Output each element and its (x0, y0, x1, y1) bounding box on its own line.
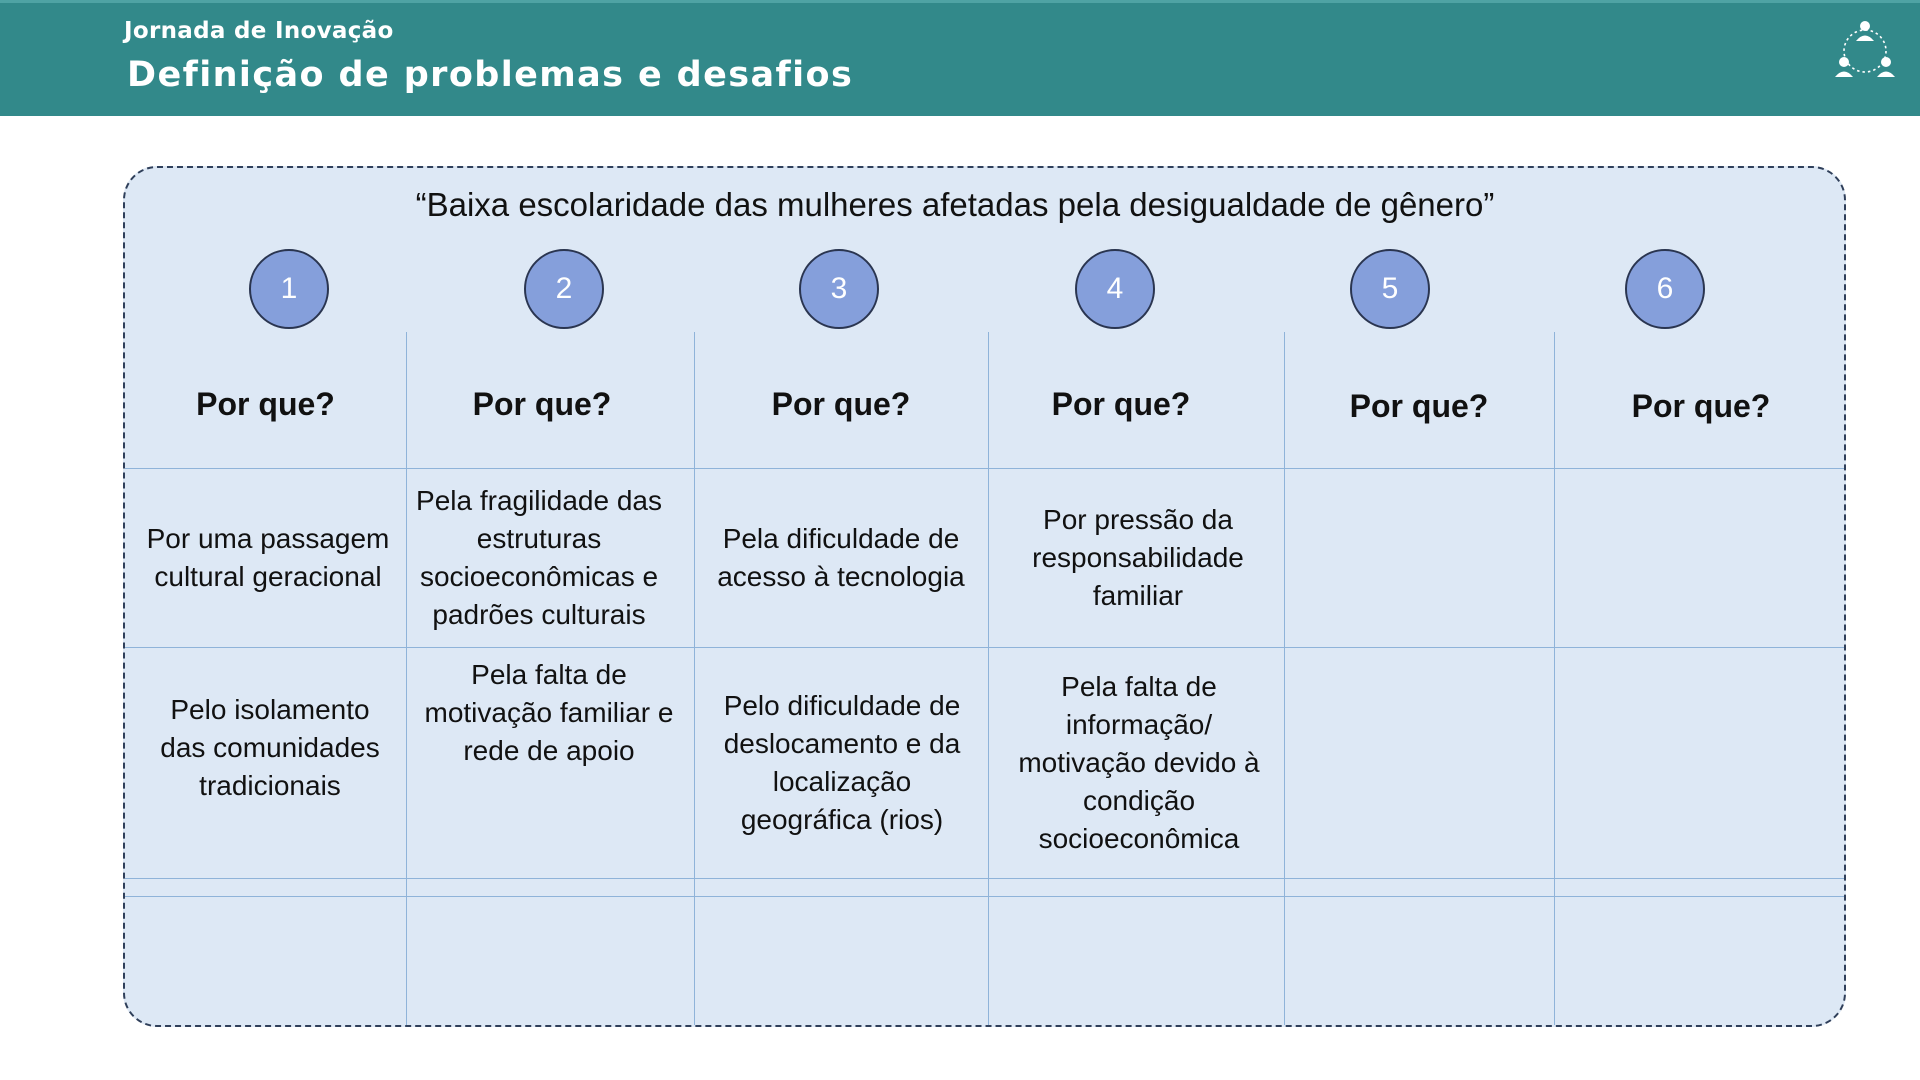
why-question-heading: Por que? (1631, 388, 1771, 424)
answer-cell (1285, 897, 1554, 1027)
answer-cell: Pela falta de motivação familiar e rede de apoio (424, 659, 674, 766)
answer-cell (1285, 648, 1553, 878)
why-question-heading: Por que? (196, 386, 335, 422)
step-number-badge: 2 (524, 249, 604, 329)
answer-cell (1285, 469, 1553, 647)
answer-cell (407, 897, 694, 1027)
page-title: Definição de problemas e desafios (127, 55, 854, 95)
why-question-heading: Por que? (1349, 388, 1489, 424)
answer-cell (695, 897, 988, 1027)
header-bar (0, 0, 1920, 116)
answer-cell (989, 897, 1284, 1027)
answer-cell: Pelo isolamento das comunidades tradicionais (160, 694, 380, 801)
why-question-heading: Por que? (771, 386, 911, 422)
grid-divider (125, 878, 1846, 879)
step-number-badge: 6 (1625, 249, 1705, 329)
problem-statement: “Baixa escolaridade das mulheres afetadas pela desigualdade de gênero” (415, 186, 1495, 223)
step-number-badge: 3 (799, 249, 879, 329)
step-number-badge: 4 (1075, 249, 1155, 329)
answer-cell (125, 897, 406, 1027)
five-whys-board (123, 166, 1846, 1027)
answer-cell: Pela falta de informação/ motivação devido à condição socioeconômica (1018, 671, 1260, 854)
answer-cell: Pela fragilidade das estruturas socioeconômicas e padrões culturais (416, 485, 662, 630)
answer-cell: Pelo dificuldade de deslocamento e da localização geográfica (rios) (723, 690, 961, 835)
why-question-heading: Por que? (1051, 386, 1191, 422)
header-accent-line (0, 0, 1920, 3)
answer-cell (1555, 897, 1846, 1027)
step-number-badge: 5 (1350, 249, 1430, 329)
answer-cell (1555, 648, 1846, 878)
answer-cell: Pela dificuldade de acesso à tecnologia (717, 523, 965, 592)
answer-cell: Por pressão da responsabilidade familiar (1032, 504, 1244, 611)
step-number-badge: 1 (249, 249, 329, 329)
why-question-heading: Por que? (472, 386, 612, 422)
answer-cell: Por uma passagem cultural geracional (146, 523, 390, 592)
header-kicker: Jornada de Inovação (124, 18, 394, 44)
team-network-icon (1832, 18, 1898, 84)
answer-cell (1555, 469, 1846, 647)
